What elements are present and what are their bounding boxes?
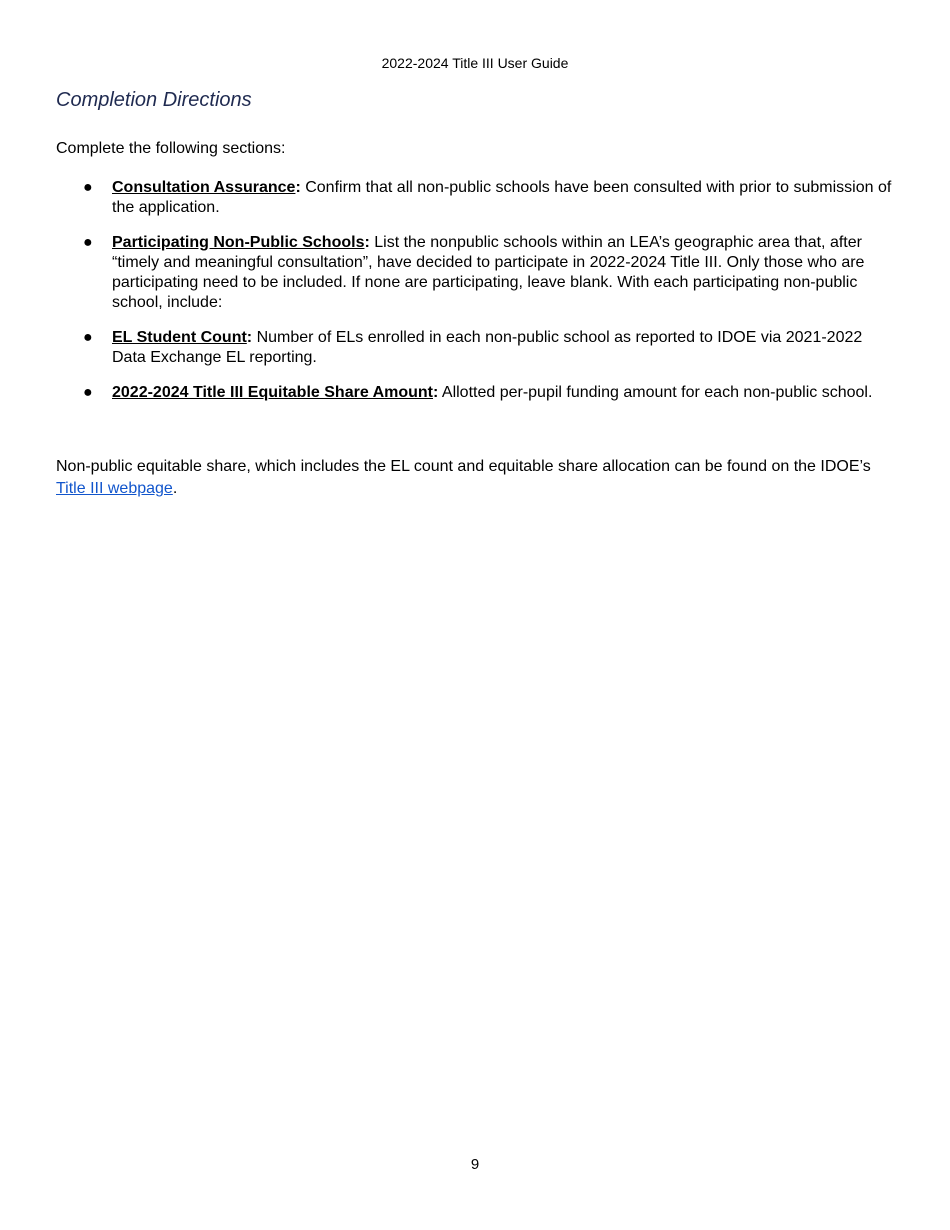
section-title: Completion Directions [56, 89, 252, 111]
term-name: EL Student Count [112, 329, 247, 346]
page-number: 9 [470, 1156, 480, 1173]
term-colon: : [246, 329, 253, 346]
term-description: Allotted per-pupil funding amount for each non-public school. [438, 384, 873, 401]
term-colon: : [364, 234, 370, 251]
list-item-el-student-count [56, 328, 896, 368]
intro-text: Complete the following sections: [56, 140, 286, 157]
list-item-consultation-assurance [56, 178, 896, 218]
term-colon: : [295, 179, 301, 196]
list-item-equitable-share [56, 383, 896, 403]
term-label [112, 179, 301, 196]
term-name: 2022-2024 Title III Equitable Share Amount [112, 384, 433, 401]
directions-list [56, 178, 896, 418]
running-header: 2022-2024 Title III User Guide [381, 55, 569, 71]
term-description: List the nonpublic schools within an LEA’s geographic area that, after “timely and meaningful consultation”, have decided to participate in 2022-2024 Title III. Only those who are participating need to be included. If none are participating, leave blank. With each participating non-public school, include: [112, 234, 865, 311]
list-item-participating-schools [56, 233, 896, 313]
term-label [112, 234, 370, 251]
term-name: Consultation Assurance [112, 179, 296, 196]
bullet-icon: ● [83, 234, 93, 251]
bullet-icon: ● [83, 329, 93, 346]
term-name: Participating Non-Public Schools [112, 234, 365, 251]
term-label [112, 329, 252, 346]
title-iii-webpage-link[interactable]: Title III webpage [56, 480, 173, 497]
term-label [112, 384, 438, 401]
closing-text: Non-public equitable share, which includes the EL count and equitable share allocation can be found on the IDOE’s [56, 458, 871, 475]
bullet-icon: ● [83, 179, 93, 196]
bullet-icon: ● [83, 384, 93, 401]
term-colon: : [433, 384, 439, 401]
term-description: Number of ELs enrolled in each non-public school as reported to IDOE via 2021-2022 Data Exchange EL reporting. [112, 329, 863, 366]
term-description: Confirm that all non-public schools have been consulted with prior to submission of the application. [112, 179, 892, 216]
closing-period: . [172, 480, 178, 497]
closing-paragraph [56, 456, 896, 500]
